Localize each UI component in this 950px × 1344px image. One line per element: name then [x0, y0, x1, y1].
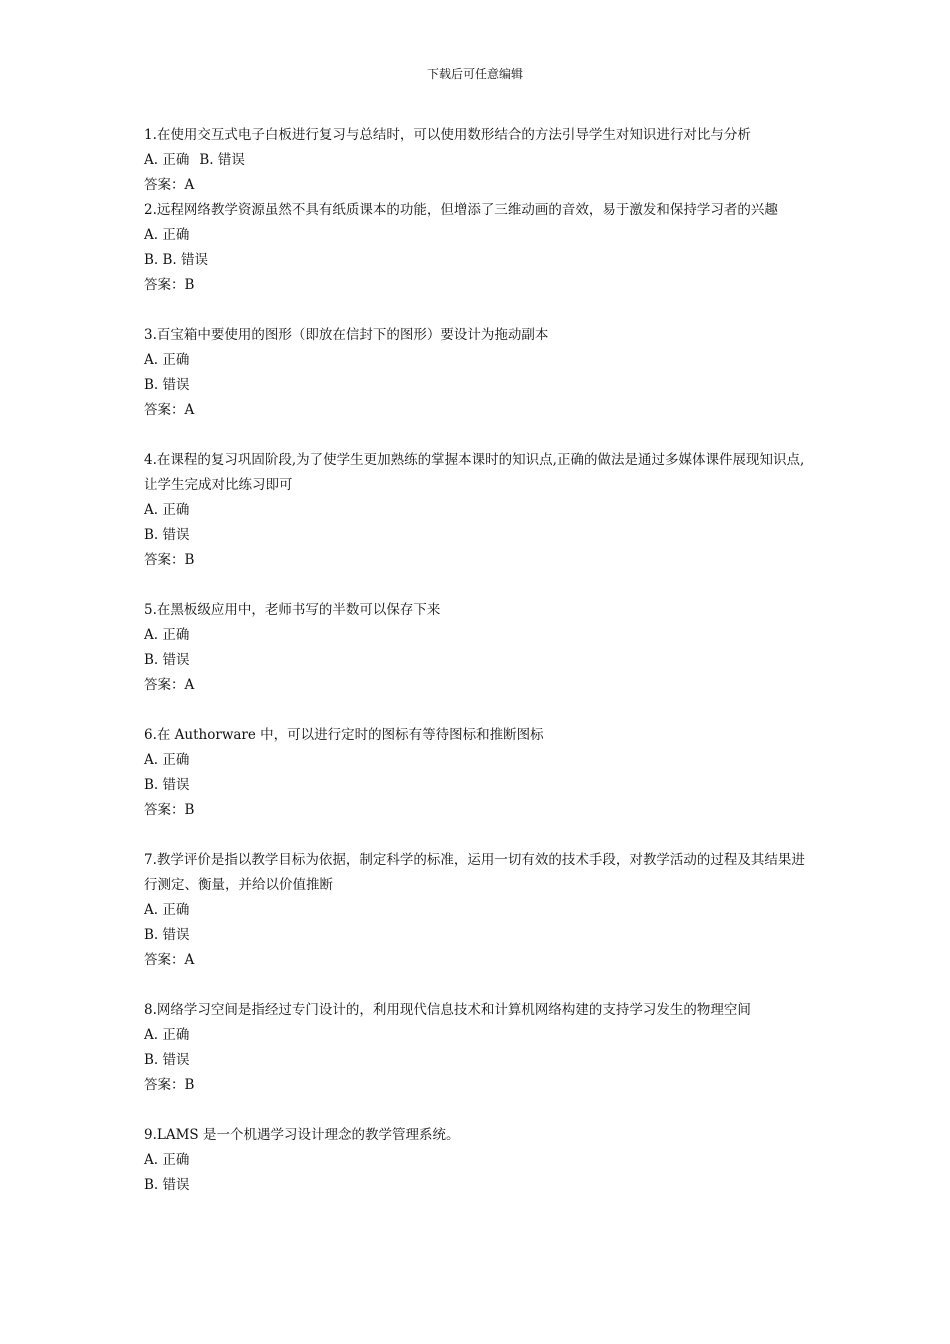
- question-7: [144, 848, 806, 973]
- question-stem: 1.在使用交互式电子白板进行复习与总结时，可以使用数形结合的方法引导学生对知识进行对比与分析: [144, 127, 751, 143]
- question-3: [144, 323, 806, 423]
- question-answer: 答案：B: [144, 277, 195, 293]
- option-a: A. 正确: [144, 352, 190, 368]
- question-9: [144, 1123, 806, 1198]
- option-a: A. 正确: [144, 152, 190, 168]
- page-header: 下载后可任意编辑: [426, 67, 523, 81]
- question-answer: 答案：A: [144, 677, 195, 693]
- option-b: B. 错误: [144, 1177, 190, 1193]
- question-8: [144, 998, 806, 1098]
- option-b: B. B. 错误: [144, 252, 209, 268]
- option-b: B. 错误: [144, 527, 190, 543]
- question-stem: 6.在 Authorware 中，可以进行定时的图标有等待图标和推断图标: [144, 727, 544, 743]
- question-stem: 5.在黑板级应用中，老师书写的半数可以保存下来: [144, 602, 441, 618]
- question-options: [144, 148, 806, 173]
- question-answer: 答案：A: [144, 177, 195, 193]
- question-answer: 答案：A: [144, 402, 195, 418]
- option-b: B. 错误: [144, 1052, 190, 1068]
- question-answer: 答案：B: [144, 1077, 195, 1093]
- question-answer: 答案：A: [144, 952, 195, 968]
- question-4: [144, 448, 806, 573]
- option-b: B. 错误: [144, 927, 190, 943]
- question-stem: 2.远程网络教学资源虽然不具有纸质课本的功能，但增添了三维动画的音效，易于激发和保持学习者的兴趣: [144, 202, 778, 218]
- question-answer: 答案：B: [144, 802, 195, 818]
- option-b: B. 错误: [144, 377, 190, 393]
- question-list: [144, 123, 806, 1198]
- option-a: A. 正确: [144, 902, 190, 918]
- question-1: [144, 123, 806, 198]
- option-a: A. 正确: [144, 1152, 190, 1168]
- question-6: [144, 723, 806, 823]
- option-a: A. 正确: [144, 752, 190, 768]
- question-stem: 4.在课程的复习巩固阶段,为了使学生更加熟练的掌握本课时的知识点,正确的做法是通过多媒体课件展现知识点,让学生完成对比练习即可: [144, 452, 805, 493]
- option-a: A. 正确: [144, 1027, 190, 1043]
- option-a: A. 正确: [144, 627, 190, 643]
- option-b: B. 错误: [144, 777, 190, 793]
- question-2: [144, 198, 806, 298]
- question-answer: 答案：B: [144, 552, 195, 568]
- option-b: B. 错误: [199, 152, 245, 168]
- question-stem: 8.网络学习空间是指经过专门设计的，利用现代信息技术和计算机网络构建的支持学习发生的物理空间: [144, 1002, 751, 1018]
- option-a: A. 正确: [144, 502, 190, 518]
- question-5: [144, 598, 806, 698]
- question-stem: 3.百宝箱中要使用的图形（即放在信封下的图形）要设计为拖动副本: [144, 327, 549, 343]
- option-b: B. 错误: [144, 652, 190, 668]
- question-stem: 7.教学评价是指以教学目标为依据，制定科学的标准，运用一切有效的技术手段，对教学活动的过程及其结果进行测定、衡量，并给以价值推断: [144, 852, 805, 893]
- option-a: A. 正确: [144, 227, 190, 243]
- question-stem: 9.LAMS 是一个机遇学习设计理念的教学管理系统。: [144, 1127, 460, 1143]
